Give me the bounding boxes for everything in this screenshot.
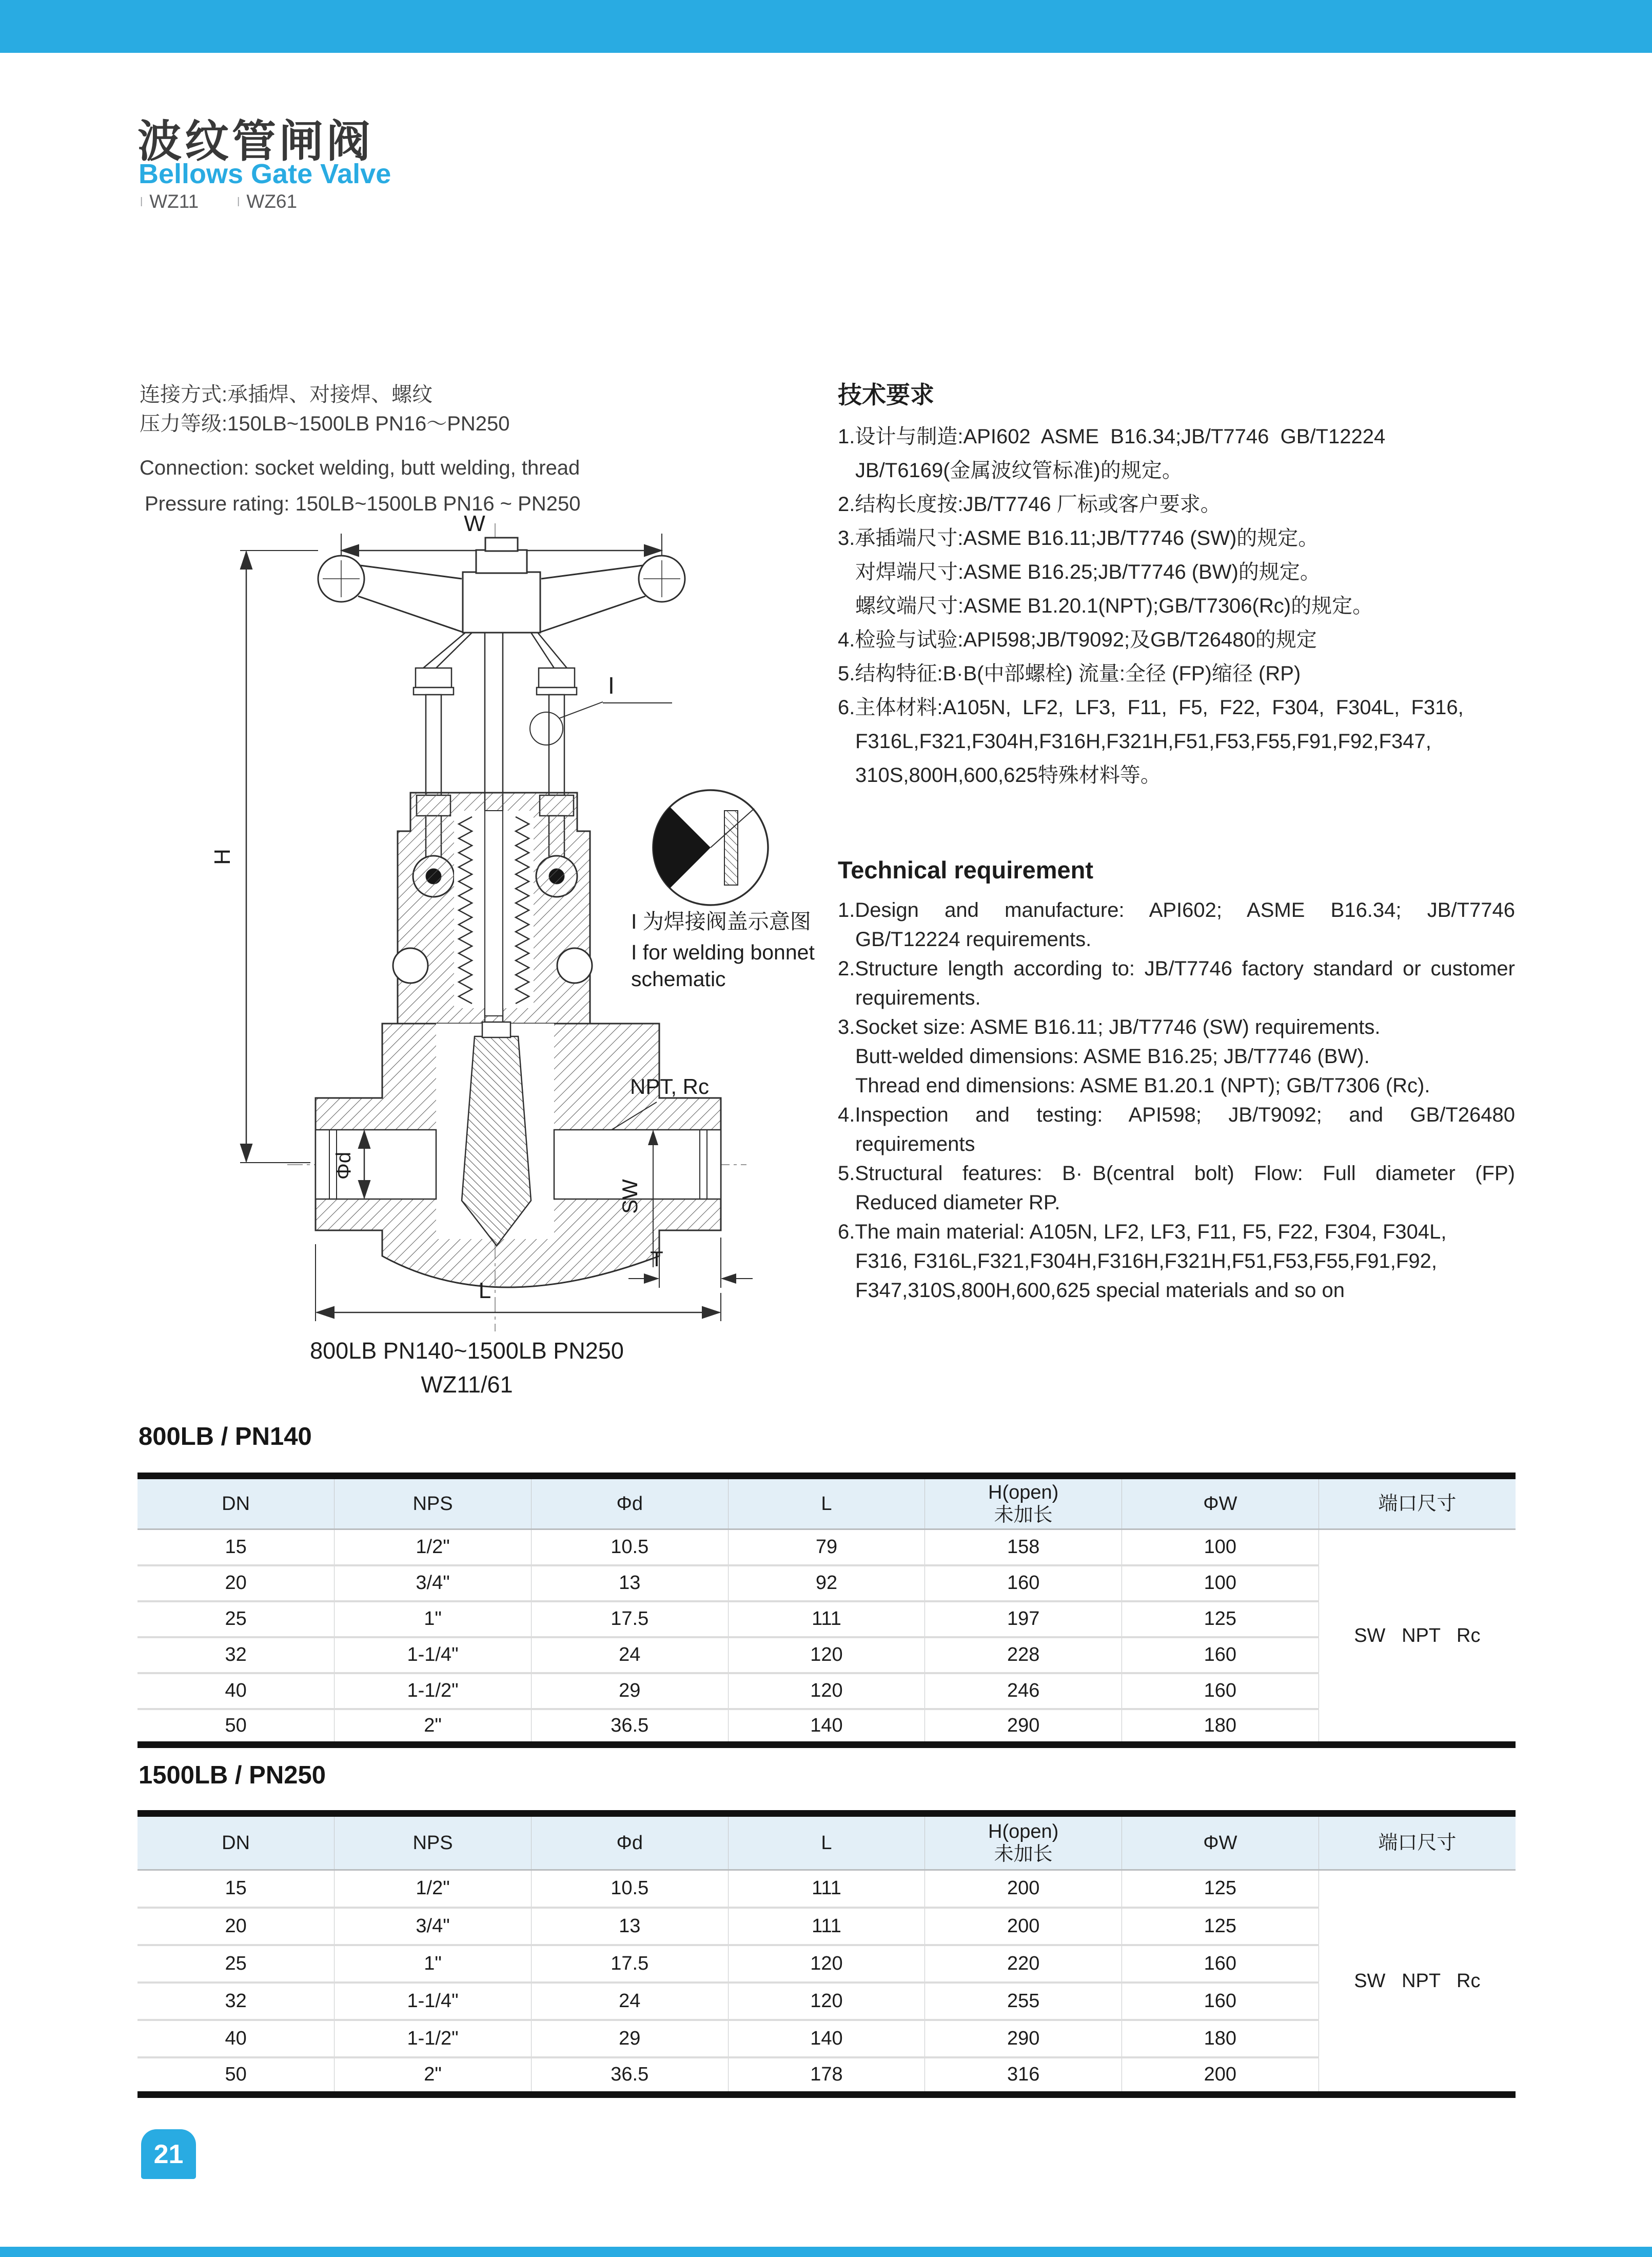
model-item <box>140 191 199 212</box>
model-codes <box>140 191 297 212</box>
requirement-line: 6.主体材料:A105N, LF2, LF3, F11, F5, F22, F304, F304L, F316, <box>838 696 1464 719</box>
port-size-cell: SW NPT Rc <box>1319 1870 1516 2095</box>
table-cell: 1-1/2" <box>335 2020 532 2057</box>
table-cell: 100 <box>1122 1529 1319 1565</box>
table-cell: 50 <box>137 2057 335 2095</box>
table-cell: 1-1/4" <box>335 1637 532 1673</box>
table-cell: 200 <box>925 1908 1122 1945</box>
table-cell: 180 <box>1122 2020 1319 2057</box>
table-cell: 1/2" <box>335 1529 532 1565</box>
port-size-cell: SW NPT Rc <box>1319 1529 1516 1745</box>
sw-dimension-label: SW <box>618 1179 642 1214</box>
table-cell: 2" <box>335 1709 532 1745</box>
table-cell: 120 <box>728 1637 925 1673</box>
table-cell: 25 <box>137 1601 335 1637</box>
table-cell: 1" <box>335 1601 532 1637</box>
table-cell: 17.5 <box>531 1945 728 1983</box>
column-header: NPS <box>335 1476 532 1529</box>
table-cell: 290 <box>925 2020 1122 2057</box>
tech-req-list-cn <box>838 422 1515 794</box>
i-callout-label: I <box>608 672 615 699</box>
table-row <box>137 1565 1516 1601</box>
bottom-accent-bar <box>0 2247 1652 2257</box>
table-cell: 160 <box>1122 1983 1319 2020</box>
table-title-1500lb: 1500LB / PN250 <box>139 1761 326 1789</box>
table-cell: 200 <box>1122 2057 1319 2095</box>
table-cell: 40 <box>137 2020 335 2057</box>
phid-dimension-label: Φd <box>332 1151 355 1180</box>
requirement-line: 1.设计与制造:API602 ASME B16.34;JB/T7746 GB/T12224 <box>838 425 1386 448</box>
table-row <box>137 2020 1516 2057</box>
table-cell: 36.5 <box>531 2057 728 2095</box>
table-cell: 24 <box>531 1983 728 2020</box>
handwheel <box>318 538 685 633</box>
top-accent-bar <box>0 0 1652 53</box>
table-cell: 160 <box>1122 1945 1319 1983</box>
table-cell: 228 <box>925 1637 1122 1673</box>
dimension-table <box>137 1810 1516 2098</box>
column-header: Φd <box>531 1476 728 1529</box>
table-cell: 15 <box>137 1870 335 1908</box>
tech-req-heading-cn: 技术要求 <box>838 381 934 408</box>
h-dimension-label: H <box>210 849 235 865</box>
page-number-badge: 21 <box>141 2129 196 2179</box>
table-cell: 111 <box>728 1870 925 1908</box>
table-row <box>137 1908 1516 1945</box>
table-cell: 1-1/4" <box>335 1983 532 2020</box>
table-cell: 180 <box>1122 1709 1319 1745</box>
column-header: DN <box>137 1476 335 1529</box>
table-cell: 10.5 <box>531 1529 728 1565</box>
requirement-line: F347,310S,800H,600,625 special materials and so on <box>855 1279 1345 1302</box>
column-header: 端口尺寸 <box>1319 1476 1516 1529</box>
table-cell: 160 <box>925 1565 1122 1601</box>
table-cell: 10.5 <box>531 1870 728 1908</box>
requirement-line: 6.The main material: A105N, LF2, LF3, F11, F5, F22, F304, F304L, <box>838 1221 1447 1243</box>
table-cell: 3/4" <box>335 1565 532 1601</box>
w-dimension-label: W <box>464 511 485 536</box>
weld-note-en1: I for welding bonnet <box>631 940 815 964</box>
pressure-line-cn: 压力等级:150LB~1500LB PN16～PN250 <box>140 413 510 435</box>
table-cell: 15 <box>137 1529 335 1565</box>
table-cell: 125 <box>1122 1601 1319 1637</box>
table-row <box>137 1673 1516 1709</box>
table-cell: 40 <box>137 1673 335 1709</box>
requirement-line: 4.Inspection and testing: API598; JB/T9092; and GB/T26480 <box>838 1104 1515 1126</box>
table-row <box>137 1709 1516 1745</box>
requirement-line: 2.结构长度按:JB/T7746 厂标或客户要求。 <box>838 493 1221 516</box>
gland-bolt <box>557 948 592 983</box>
requirement-line: F316L,F321,F304H,F316H,F321H,F51,F53,F55,F91,F92,F347, <box>855 730 1431 753</box>
table-cell: 3/4" <box>335 1908 532 1945</box>
requirement-line: 310S,800H,600,625特殊材料等。 <box>855 764 1161 787</box>
tech-req-heading-en: Technical requirement <box>838 856 1093 884</box>
weld-note-en2: schematic <box>631 967 726 991</box>
table-cell: 316 <box>925 2057 1122 2095</box>
table-cell: 125 <box>1122 1908 1319 1945</box>
requirement-line: Butt-welded dimensions: ASME B16.25; JB/T7746 (BW). <box>855 1045 1370 1068</box>
table-cell: 17.5 <box>531 1601 728 1637</box>
table-cell: 29 <box>531 2020 728 2057</box>
column-header: DN <box>137 1814 335 1870</box>
requirement-line: F316, F316L,F321,F304H,F316H,F321H,F51,F53,F55,F91,F92, <box>855 1250 1437 1272</box>
column-header: H(open) 未加长 <box>925 1814 1122 1870</box>
column-header: L <box>728 1476 925 1529</box>
column-header: NPS <box>335 1814 532 1870</box>
table-cell: 1-1/2" <box>335 1673 532 1709</box>
connection-line-en: Connection: socket welding, butt welding, thread <box>140 457 580 479</box>
table-cell: 1/2" <box>335 1870 532 1908</box>
table-cell: 111 <box>728 1908 925 1945</box>
table-cell: 140 <box>728 2020 925 2057</box>
table-cell: 1" <box>335 1945 532 1983</box>
requirement-line: 2.Structure length according to: JB/T7746 factory standard or customer <box>838 957 1515 980</box>
requirement-line: requirements. <box>855 987 981 1009</box>
requirement-line: Reduced diameter RP. <box>855 1191 1060 1214</box>
requirement-line: Thread end dimensions: ASME B1.20.1 (NPT); GB/T7306 (Rc). <box>855 1074 1430 1097</box>
l-dimension-label: L <box>478 1278 491 1303</box>
table-cell: 29 <box>531 1673 728 1709</box>
table-cell: 32 <box>137 1637 335 1673</box>
model-separator-icon: I <box>237 193 240 209</box>
table-cell: 125 <box>1122 1870 1319 1908</box>
table-cell: 246 <box>925 1673 1122 1709</box>
requirement-line: 3.承插端尺寸:ASME B16.11;JB/T7746 (SW)的规定。 <box>838 527 1319 549</box>
table-cell: 25 <box>137 1945 335 1983</box>
gland-bolt <box>393 948 428 983</box>
table-row <box>137 1983 1516 2020</box>
wedge-stem-connector <box>482 1022 510 1037</box>
t-dimension-label: T <box>650 1247 663 1271</box>
table-cell: 13 <box>531 1908 728 1945</box>
requirement-line: 5.Structural features: B· B(central bolt) Flow: Full diameter (FP) <box>838 1162 1515 1185</box>
column-header: Φd <box>531 1814 728 1870</box>
requirement-line: 4.检验与试验:API598;JB/T9092;及GB/T26480的规定 <box>838 629 1317 651</box>
dimension-table-1500lb <box>137 1810 1516 2098</box>
dimension-table <box>137 1473 1516 1748</box>
model-separator-icon: I <box>140 193 143 209</box>
column-header: 端口尺寸 <box>1319 1814 1516 1870</box>
table-cell: 220 <box>925 1945 1122 1983</box>
column-header: L <box>728 1814 925 1870</box>
connection-line-cn: 连接方式:承插焊、对接焊、螺纹 <box>140 383 433 406</box>
table-row <box>137 1637 1516 1673</box>
requirement-line: 1.Design and manufacture: API602; ASME B16.34; JB/T7746 <box>838 899 1515 921</box>
table-cell: 120 <box>728 1945 925 1983</box>
requirement-line: 3.Socket size: ASME B16.11; JB/T7746 (SW) requirements. <box>838 1016 1381 1038</box>
npt-rc-label: NPT, Rc <box>630 1074 710 1098</box>
page-title-en: Bellows Gate Valve <box>139 159 391 189</box>
table-cell: 20 <box>137 1908 335 1945</box>
table-cell: 160 <box>1122 1673 1319 1709</box>
pressure-line-en: Pressure rating: 150LB~1500LB PN16 ~ PN250 <box>145 493 581 515</box>
table-cell: 50 <box>137 1709 335 1745</box>
table-cell: 197 <box>925 1601 1122 1637</box>
table-cell: 92 <box>728 1565 925 1601</box>
drawing-caption-rating: 800LB PN140~1500LB PN250 <box>310 1338 624 1364</box>
weld-note-cn: I 为焊接阀盖示意图 <box>631 910 811 933</box>
drawing-caption-model: WZ11/61 <box>421 1371 513 1398</box>
requirement-line: GB/T12224 requirements. <box>855 928 1092 951</box>
table-row <box>137 1870 1516 1908</box>
table-row <box>137 1601 1516 1637</box>
requirement-line: requirements <box>855 1133 975 1155</box>
table-cell: 160 <box>1122 1637 1319 1673</box>
table-cell: 158 <box>925 1529 1122 1565</box>
table-row <box>137 2057 1516 2095</box>
table-cell: 140 <box>728 1709 925 1745</box>
table-cell: 120 <box>728 1673 925 1709</box>
requirement-line: 5.结构特征:B·B(中部螺栓) 流量:全径 (FP)缩径 (RP) <box>838 662 1301 685</box>
table-cell: 32 <box>137 1983 335 2020</box>
table-row <box>137 1945 1516 1983</box>
table-cell: 111 <box>728 1601 925 1637</box>
model-code: WZ61 <box>246 191 298 212</box>
table-cell: 290 <box>925 1709 1122 1745</box>
model-item <box>237 191 297 212</box>
requirement-line: JB/T6169(金属波纹管标准)的规定。 <box>855 459 1183 482</box>
requirement-line: 螺纹端尺寸:ASME B1.20.1(NPT);GB/T7306(Rc)的规定。 <box>855 595 1373 617</box>
gate-wedge <box>462 1036 531 1246</box>
table-cell: 13 <box>531 1565 728 1601</box>
requirement-line: 对焊端尺寸:ASME B16.25;JB/T7746 (BW)的规定。 <box>855 561 1321 583</box>
column-header: ΦW <box>1122 1814 1319 1870</box>
tech-req-list-en <box>838 897 1515 1306</box>
table-cell: 36.5 <box>531 1709 728 1745</box>
valve-technical-drawing <box>195 503 862 1424</box>
dimension-table-800lb <box>137 1473 1516 1748</box>
table-cell: 79 <box>728 1529 925 1565</box>
table-cell: 120 <box>728 1983 925 2020</box>
table-cell: 2" <box>335 2057 532 2095</box>
column-header: H(open) 未加长 <box>925 1476 1122 1529</box>
table-cell: 200 <box>925 1870 1122 1908</box>
model-code: WZ11 <box>149 191 199 212</box>
page-title-cn: 波纹管闸阀 <box>137 117 373 166</box>
table-cell: 255 <box>925 1983 1122 2020</box>
table-row <box>137 1529 1516 1565</box>
table-cell: 178 <box>728 2057 925 2095</box>
weld-detail-circle <box>653 790 768 905</box>
table-cell: 24 <box>531 1637 728 1673</box>
table-cell: 20 <box>137 1565 335 1601</box>
table-cell: 100 <box>1122 1565 1319 1601</box>
column-header: ΦW <box>1122 1476 1319 1529</box>
table-title-800lb: 800LB / PN140 <box>139 1423 312 1450</box>
